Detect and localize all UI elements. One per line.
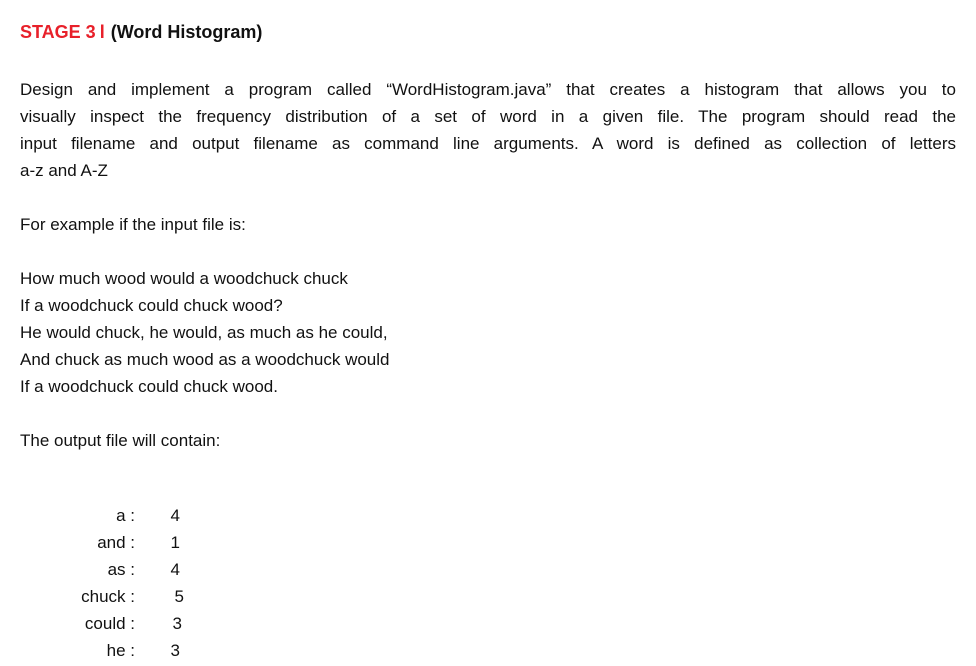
input-line: If a woodchuck could chuck wood. [20, 377, 278, 396]
stage-heading [20, 18, 960, 46]
example-input [20, 265, 389, 400]
histogram-count: 5 [174, 587, 184, 606]
histogram-count: 3 [172, 614, 182, 633]
heading-separator: l [99, 22, 105, 42]
example-intro: For example if the input file is: [20, 215, 246, 234]
stage-subtitle: (Word Histogram) [110, 22, 263, 42]
output-intro: The output file will contain: [20, 431, 221, 450]
document-page [20, 18, 960, 660]
input-line: How much wood would a woodchuck chuck [20, 269, 348, 288]
histogram-word: and : [97, 533, 135, 552]
stage-label: STAGE 3 [20, 22, 96, 42]
input-line: And chuck as much wood as a woodchuck would [20, 350, 390, 369]
intro-line: Design and implement a program called “WordHistogram.java” that creates a histogram that allows you to [20, 80, 956, 99]
intro-line: visually inspect the frequency distribution of a set of word in a given file. The program should read the [20, 107, 956, 126]
input-line: If a woodchuck could chuck wood? [20, 296, 283, 315]
histogram-word: chuck : [81, 587, 135, 606]
histogram-word: a : [116, 506, 135, 525]
histogram-count: 3 [170, 641, 180, 660]
input-line: He would chuck, he would, as much as he could, [20, 323, 388, 342]
histogram-count: 4 [170, 506, 180, 525]
histogram-word: could : [84, 614, 135, 633]
intro-line: input filename and output filename as command line arguments. A word is defined as collection of letters [20, 134, 956, 153]
histogram-word: as : [107, 560, 135, 579]
histogram-count: 1 [170, 533, 180, 552]
histogram-count: 4 [170, 560, 180, 579]
intro-line: a-z and A-Z [20, 161, 108, 180]
histogram-word: he : [106, 641, 135, 660]
intro-paragraph [20, 76, 956, 184]
